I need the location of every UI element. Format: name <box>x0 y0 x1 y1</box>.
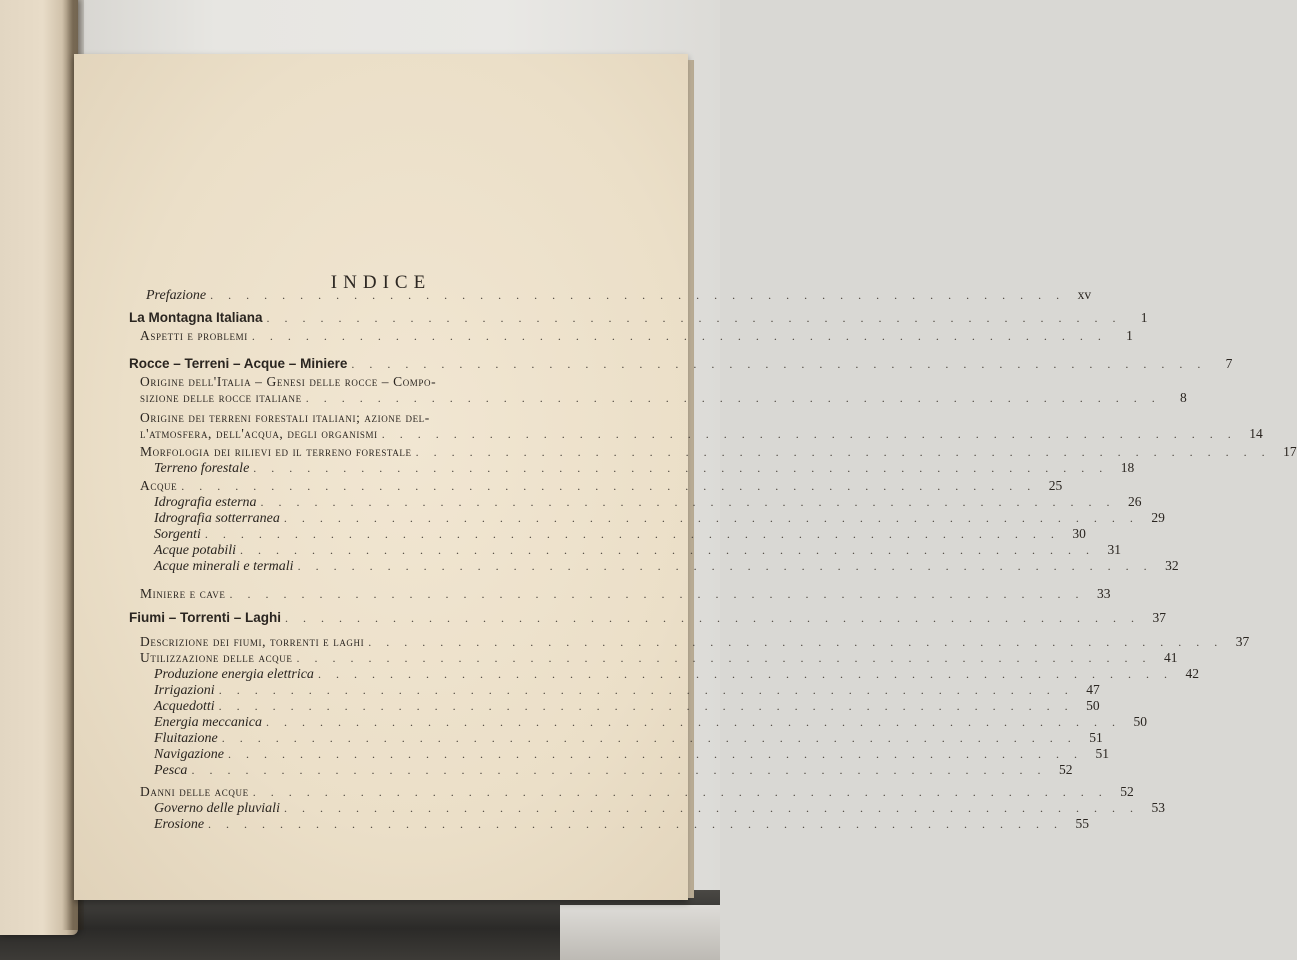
toc-entry <box>140 784 1134 800</box>
dot-leader: . . . . . . . . . . . . . . . . . . . . . . . . . . . . . . . . . . . . . . . . . . . . . . . . <box>297 559 1153 573</box>
toc-entry <box>129 356 1233 372</box>
toc-entry-label: Pesca <box>154 763 188 778</box>
toc-entry-page: 14 <box>1249 426 1263 441</box>
dot-leader: . . . . . . . . . . . . . . . . . . . . . . . . . . . . . . . . . . . . . . . . . . . . . . . . <box>218 683 1074 697</box>
toc-entry <box>154 542 1122 558</box>
toc-entry <box>154 526 1086 542</box>
dot-leader: . . . . . . . . . . . . . . . . . . . . . . . . . . . . . . . . . . . . . . . . . . . . . . . . <box>381 427 1237 441</box>
toc-entry-label: Acque potabili <box>154 543 237 558</box>
toc-entry-page: 52 <box>1120 784 1134 799</box>
toc-entry <box>154 730 1103 746</box>
toc-entry <box>140 634 1250 650</box>
toc-entry-label: Erosione <box>154 817 205 832</box>
toc-entry-page: 25 <box>1048 478 1063 493</box>
toc-entry-label: Aspetti e problemi <box>140 328 248 343</box>
toc-entry-label: Miniere e cave <box>140 586 226 601</box>
toc-entry <box>140 374 576 390</box>
toc-entry-label: Danni delle acque <box>140 784 249 799</box>
toc-entry <box>140 426 1263 442</box>
toc-entry <box>154 714 1147 730</box>
toc-entry-label: Origine dell'Italia – Genesi delle rocce – Compo- <box>140 374 437 389</box>
toc-entry-label: Idrografia esterna <box>154 495 257 510</box>
toc-entry-label: Utilizzazione delle acque <box>140 650 293 665</box>
dot-leader: . . . . . . . . . . . . . . . . . . . . . . . . . . . . . . . . . . . . . . . . . . . . . . . . <box>317 667 1173 681</box>
dot-leader: . . . . . . . . . . . . . . . . . . . . . . . . . . . . . . . . . . . . . . . . . . . . . . . . <box>283 801 1139 815</box>
toc-entry-page: 52 <box>1058 762 1073 777</box>
toc-entry-label: Descrizione dei fiumi, torrenti e laghi <box>140 634 365 649</box>
toc-entry-label: Origine dei terreni forestali italiani; azione del- <box>140 410 430 425</box>
dot-leader: . . . . . . . . . . . . . . . . . . . . . . . . . . . . . . . . . . . . . . . . . . . . . . . . <box>368 635 1224 649</box>
toc-entry-page: 1 <box>1140 310 1148 325</box>
toc-entry-page: 33 <box>1096 586 1111 601</box>
dot-leader: . . . . . . . . . . . . . . . . . . . . . . . . . . . . . . . . . . . . . . . . . . . . . . . . <box>305 391 1161 405</box>
toc-entry-page: 31 <box>1107 542 1122 557</box>
toc-entry <box>140 650 1178 666</box>
toc-entry-label: Acque <box>140 478 178 493</box>
dot-leader: . . . . . . . . . . . . . . . . . . . . . . . . . . . . . . . . . . . . . . . . . . . . . . . . <box>283 511 1139 525</box>
toc-entry-page: 29 <box>1151 510 1165 525</box>
page-title: INDICE <box>330 272 432 293</box>
dot-leader: . . . . . . . . . . . . . . . . . . . . . . . . . . . . . . . . . . . . . . . . . . . . . . . . <box>181 479 1037 493</box>
toc-entry-page: 51 <box>1095 746 1109 761</box>
toc-entry-page: 37 <box>1235 634 1250 649</box>
toc-entry-label: Prefazione <box>146 288 207 303</box>
dot-leader: . . . . . . . . . . . . . . . . . . . . . . . . . . . . . . . . . . . . . . . . . . . . . . . . <box>265 715 1121 729</box>
toc-entry-label: Irrigazioni <box>154 683 215 698</box>
dot-leader: . . . . . . . . . . . . . . . . . . . . . . . . . . . . . . . . . . . . . . . . . . . . . . . . <box>252 785 1108 799</box>
toc-entry-label: La Montagna Italiana <box>129 310 263 325</box>
toc-entry <box>154 746 1109 762</box>
dot-leader: . . . . . . . . . . . . . . . . . . . . . . . . . . . . . . . . . . . . . . . . . . . . . . . . <box>285 611 1141 625</box>
toc-entry-label: Acquedotti <box>154 699 215 714</box>
toc-entry-label: Rocce – Terreni – Acque – Miniere <box>129 356 348 371</box>
toc-entry-label: Fluitazione <box>154 731 218 746</box>
toc-entry-page: 50 <box>1086 698 1100 713</box>
toc-entry <box>154 698 1100 714</box>
toc-entry-page: 30 <box>1072 526 1086 541</box>
toc-entry-page: 26 <box>1128 494 1142 509</box>
toc-entry-page: 1 <box>1126 328 1133 343</box>
toc-entry-page: 8 <box>1179 390 1187 405</box>
toc-entry <box>154 510 1165 526</box>
dot-leader: . . . . . . . . . . . . . . . . . . . . . . . . . . . . . . . . . . . . . . . . . . . . . . . . <box>251 329 1107 343</box>
toc-entry <box>154 800 1165 816</box>
toc-entry-page: 37 <box>1152 610 1167 625</box>
toc-entry-label: Morfologia dei rilievi ed il terreno forestale <box>140 444 412 459</box>
table-highlight <box>560 905 720 960</box>
toc-entry-label: Idrografia sotterranea <box>154 511 280 526</box>
toc-entry <box>154 762 1073 778</box>
toc-entry <box>140 444 1297 460</box>
toc-entry-page: 41 <box>1163 650 1178 665</box>
toc-entry <box>140 586 1111 602</box>
toc-entry <box>140 328 1133 344</box>
toc-entry <box>140 478 1063 494</box>
dot-leader: . . . . . . . . . . . . . . . . . . . . . . . . . . . . . . . . . . . . . . . . . . . . . . . . <box>260 495 1116 509</box>
toc-entry-page: 32 <box>1165 558 1179 573</box>
toc-entry <box>154 682 1100 698</box>
toc-entry-label: Acque minerali e termali <box>154 559 294 574</box>
toc-entry-page: 18 <box>1120 460 1135 475</box>
dot-leader: . . . . . . . . . . . . . . . . . . . . . . . . . . . . . . . . . . . . . . . . . . . . . . . . <box>218 699 1074 713</box>
toc-entry-label: Produzione energia elettrica <box>154 667 314 682</box>
dot-leader: . . . . . . . . . . . . . . . . . . . . . . . . . . . . . . . . . . . . . . . . . . . . . . . . <box>296 651 1152 665</box>
toc-entry-page: 47 <box>1086 682 1100 697</box>
dot-leader: . . . . . . . . . . . . . . . . . . . . . . . . . . . . . . . . . . . . . . . . . . . . . . . . <box>204 527 1060 541</box>
toc-entry-page: 50 <box>1133 714 1147 729</box>
toc-entry <box>154 816 1090 832</box>
toc-entry-page: 53 <box>1151 800 1165 815</box>
toc-entry-label: Energia meccanica <box>154 715 262 730</box>
dot-leader: . . . . . . . . . . . . . . . . . . . . . . . . . . . . . . . . . . . . . . . . . . . . . . . . <box>351 357 1207 371</box>
toc-entry <box>140 390 1187 406</box>
dot-leader: . . . . . . . . . . . . . . . . . . . . . . . . . . . . . . . . . . . . . . . . . . . . . . . . <box>240 543 1096 557</box>
toc-entry-page: 42 <box>1185 666 1199 681</box>
toc-entry-label: Terreno forestale <box>154 461 250 476</box>
toc-entry <box>154 460 1135 476</box>
toc-entry <box>154 494 1142 510</box>
index-page <box>74 54 1297 900</box>
dot-leader: . . . . . . . . . . . . . . . . . . . . . . . . . . . . . . . . . . . . . . . . . . . . . . . . <box>191 763 1047 777</box>
toc-entry-label: Governo delle pluviali <box>154 801 280 816</box>
toc-entry <box>129 310 1148 326</box>
toc-entry-page: 7 <box>1225 356 1233 371</box>
toc-entry-page: 17 <box>1283 444 1297 459</box>
toc-entry-page: 55 <box>1075 816 1090 831</box>
dot-leader: . . . . . . . . . . . . . . . . . . . . . . . . . . . . . . . . . . . . . . . . . . . . . . . . <box>221 731 1077 745</box>
toc-entry-label: sizione delle rocce italiane <box>140 390 302 405</box>
toc-entry <box>140 410 576 426</box>
toc-entry-page: 51 <box>1089 730 1103 745</box>
toc-entry-label: Fiumi – Torrenti – Laghi <box>129 610 282 625</box>
dot-leader: . . . . . . . . . . . . . . . . . . . . . . . . . . . . . . . . . . . . . . . . . . . . . . . . <box>228 747 1083 761</box>
toc-entry-label: l'atmosfera, dell'acqua, degli organismi <box>140 426 378 441</box>
dot-leader: . . . . . . . . . . . . . . . . . . . . . . . . . . . . . . . . . . . . . . . . . . . . . . . . <box>266 311 1122 325</box>
dot-leader: . . . . . . . . . . . . . . . . . . . . . . . . . . . . . . . . . . . . . . . . . . . . . . . . <box>210 288 1066 302</box>
toc-entry <box>154 558 1179 574</box>
toc-entry <box>129 610 1167 626</box>
toc-entry-label: Sorgenti <box>154 527 201 542</box>
toc-entry <box>146 287 1092 303</box>
toc-entry-label: Navigazione <box>154 747 224 762</box>
dot-leader: . . . . . . . . . . . . . . . . . . . . . . . . . . . . . . . . . . . . . . . . . . . . . . . . <box>229 587 1085 601</box>
toc-entry <box>154 666 1199 682</box>
dot-leader: . . . . . . . . . . . . . . . . . . . . . . . . . . . . . . . . . . . . . . . . . . . . . . . . <box>415 445 1271 459</box>
toc-entry-page: xv <box>1077 287 1092 302</box>
dot-leader: . . . . . . . . . . . . . . . . . . . . . . . . . . . . . . . . . . . . . . . . . . . . . . . . <box>208 817 1064 831</box>
dot-leader: . . . . . . . . . . . . . . . . . . . . . . . . . . . . . . . . . . . . . . . . . . . . . . . . <box>253 461 1109 475</box>
